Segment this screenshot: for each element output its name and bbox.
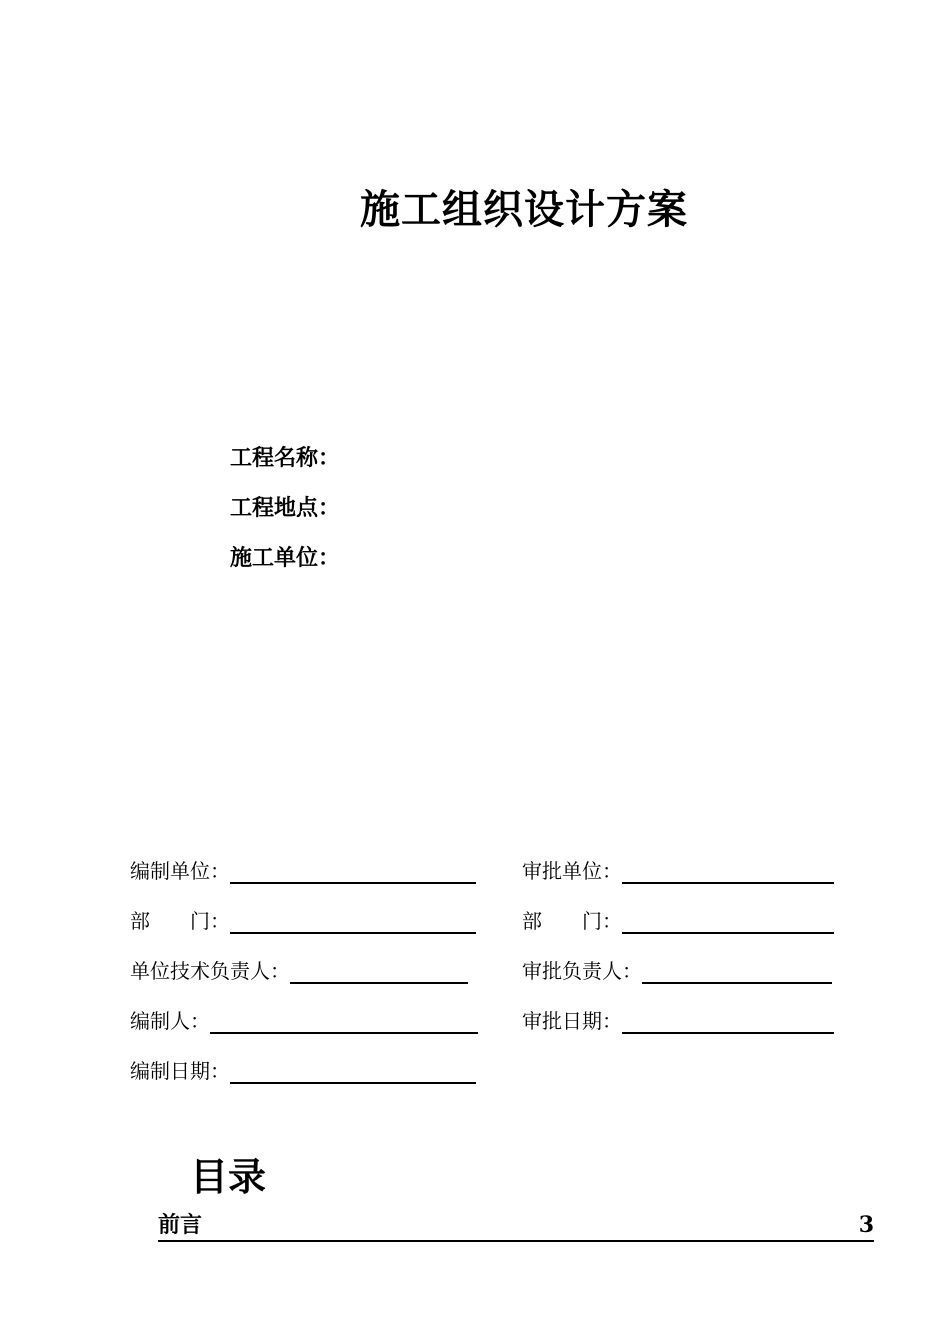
sign-label: 审批单位： bbox=[522, 859, 622, 883]
sign-block-left bbox=[130, 836, 478, 1086]
sign-label: 部 门： bbox=[130, 909, 230, 933]
sign-label: 部 门： bbox=[522, 909, 622, 933]
sign-row-approval-date bbox=[522, 986, 834, 1036]
sign-row-department bbox=[130, 886, 478, 936]
sign-row-approval-department bbox=[522, 886, 834, 936]
signature-line bbox=[210, 1006, 478, 1034]
sign-label: 编制人： bbox=[130, 1009, 210, 1033]
signature-line bbox=[622, 906, 834, 934]
sign-block-right bbox=[522, 836, 834, 1036]
sign-row-approver bbox=[522, 936, 834, 986]
sign-row-compile-date bbox=[130, 1036, 478, 1086]
signature-line bbox=[230, 906, 476, 934]
project-info bbox=[230, 436, 340, 586]
project-name-label: 工程名称： bbox=[230, 445, 341, 471]
sign-label: 审批日期： bbox=[522, 1009, 622, 1033]
sign-row-compiler bbox=[130, 986, 478, 1036]
sign-row-tech-lead bbox=[130, 936, 478, 986]
toc-title: 目录 bbox=[190, 1154, 267, 1199]
toc-entry[interactable] bbox=[158, 1210, 874, 1242]
sign-label: 审批负责人： bbox=[522, 959, 642, 983]
signature-line bbox=[290, 956, 468, 984]
signature-line bbox=[622, 856, 834, 884]
contractor-label: 施工单位： bbox=[230, 545, 341, 571]
toc-entry-label: 前言 bbox=[158, 1212, 203, 1238]
document-title: 施工组织设计方案 bbox=[360, 186, 688, 233]
signature-line bbox=[230, 856, 476, 884]
signature-line bbox=[230, 1056, 476, 1084]
toc-entry-page: 3 bbox=[858, 1212, 874, 1238]
signature-line bbox=[642, 956, 832, 984]
project-location-label: 工程地点： bbox=[230, 495, 341, 521]
signature-line bbox=[622, 1006, 834, 1034]
sign-label: 编制单位： bbox=[130, 859, 230, 883]
sign-label: 单位技术负责人： bbox=[130, 959, 290, 983]
sign-row-approval-unit bbox=[522, 836, 834, 886]
sign-label: 编制日期： bbox=[130, 1059, 230, 1083]
sign-row-compiling-unit bbox=[130, 836, 478, 886]
